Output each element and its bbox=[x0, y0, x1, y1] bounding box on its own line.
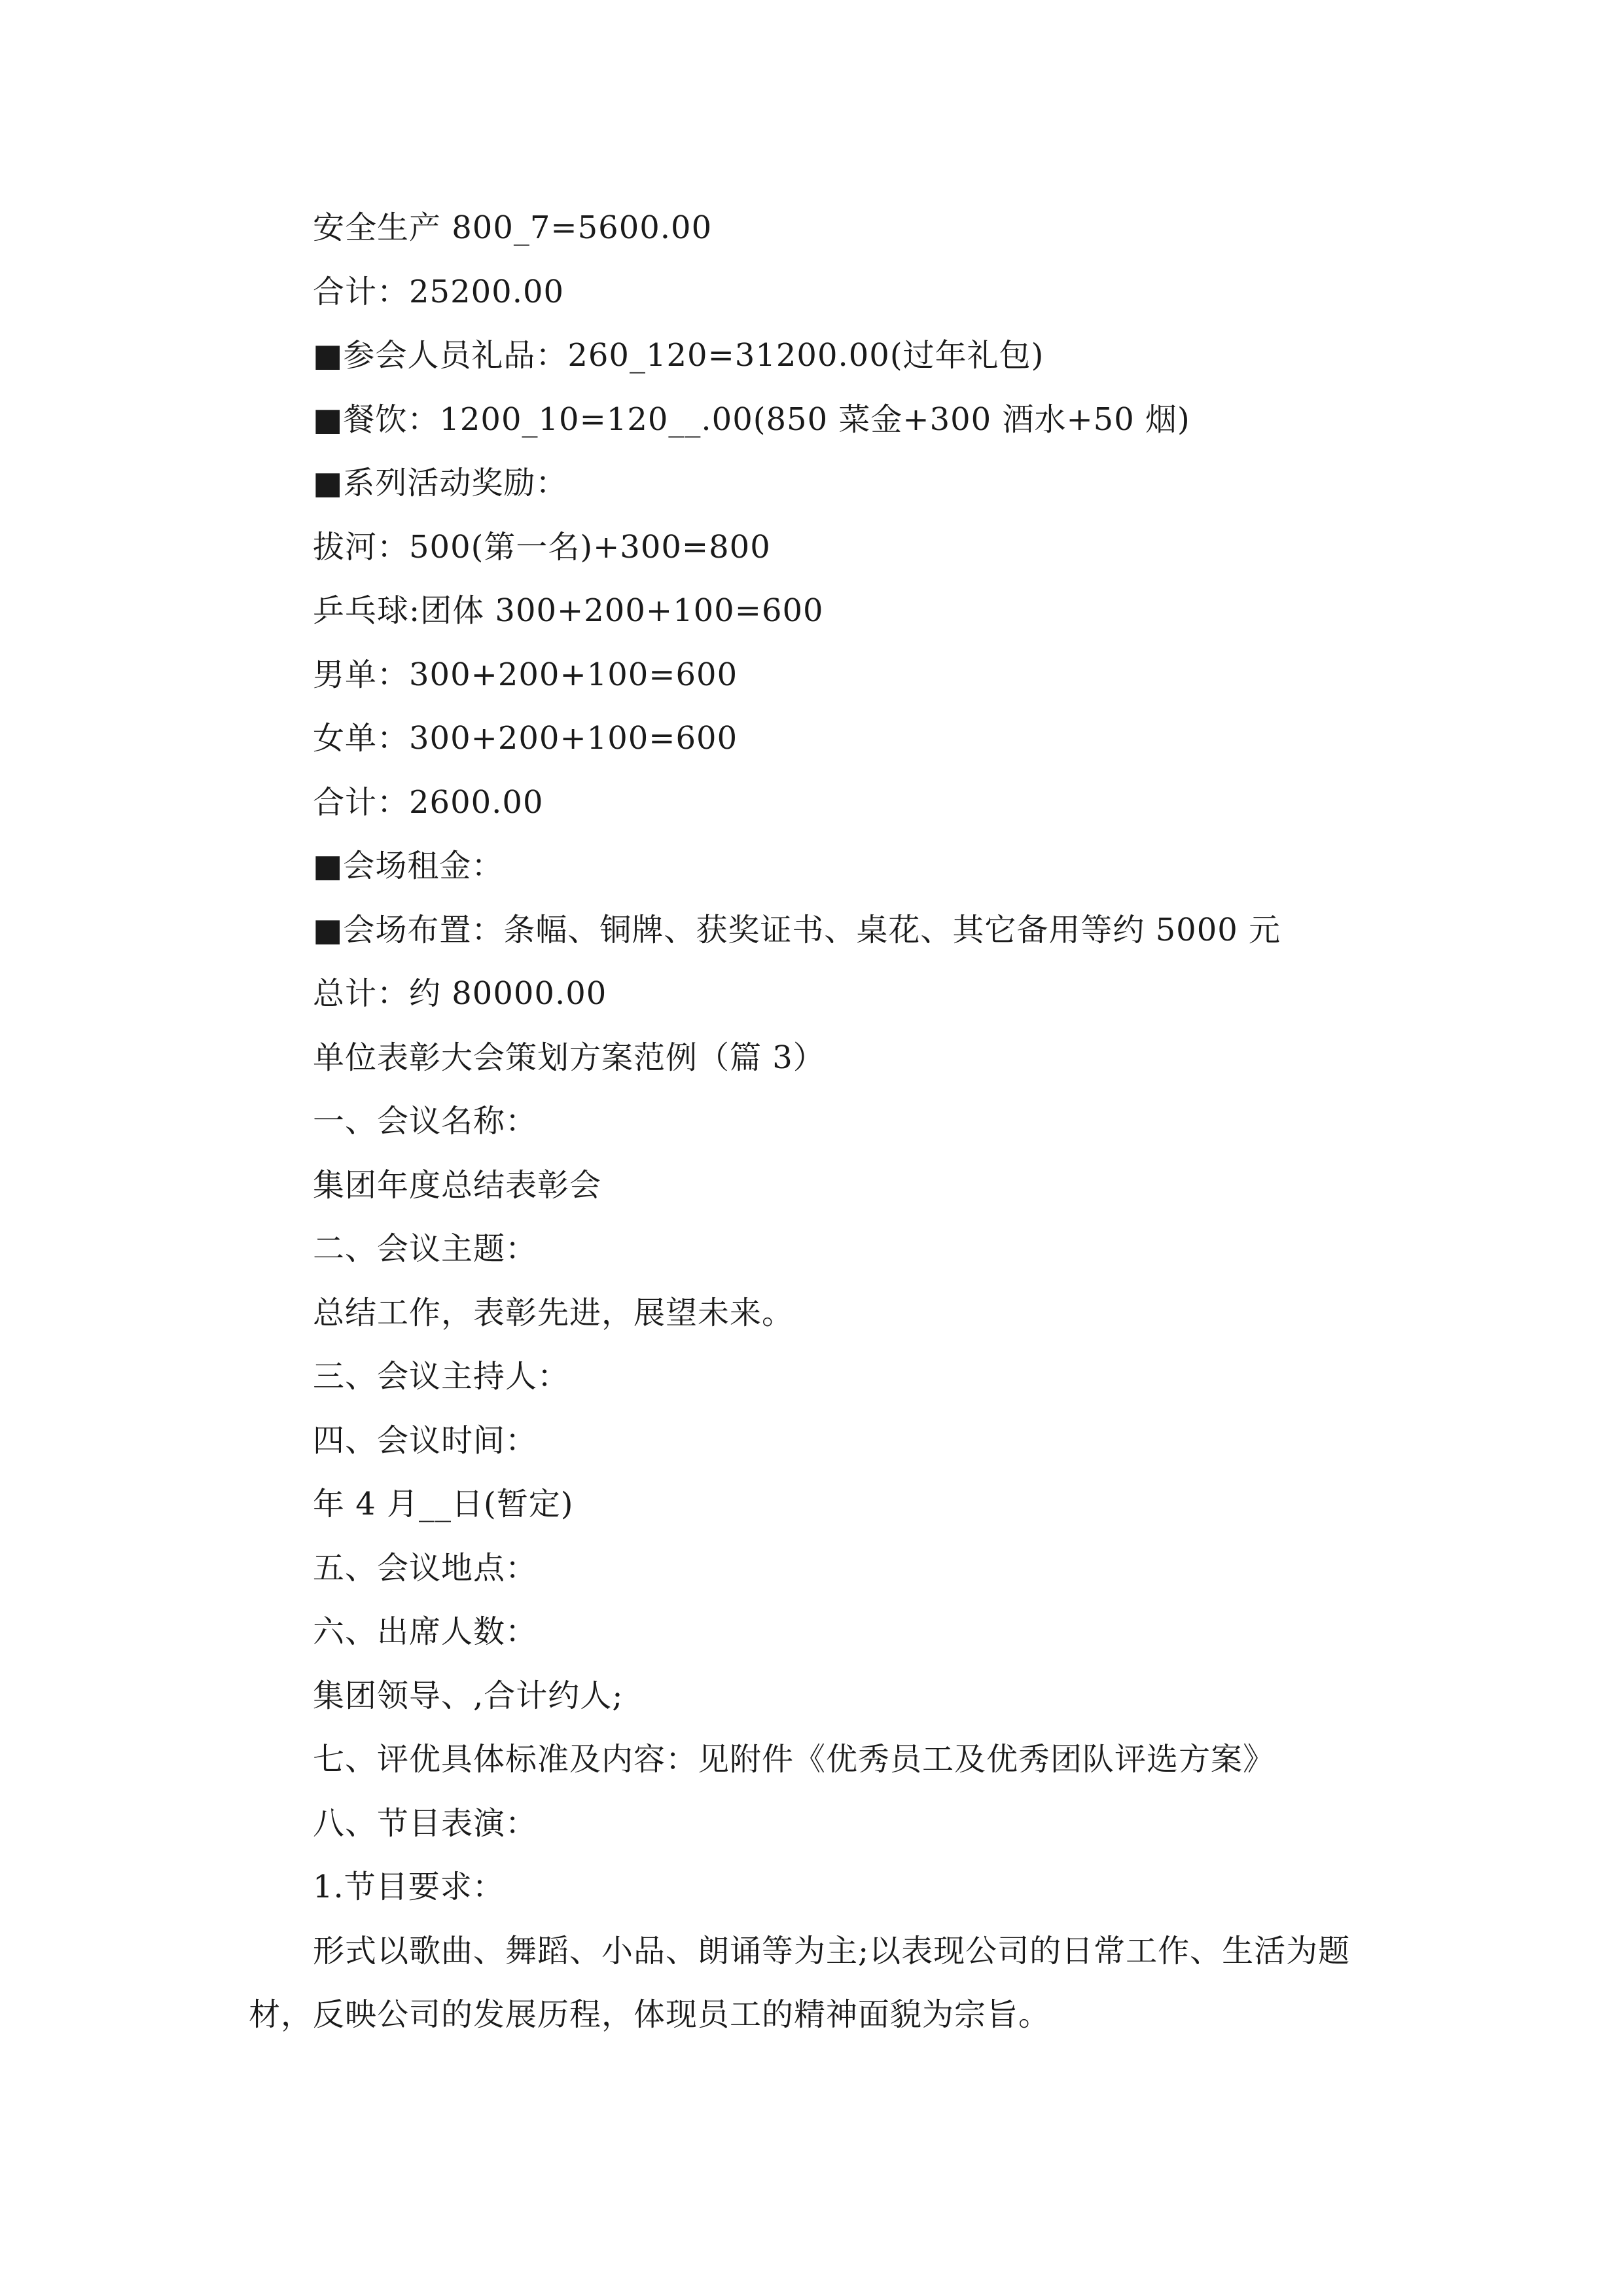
text-line: 男单：300+200+100=600 bbox=[313, 656, 738, 693]
text-line: ■参会人员礼品：260_120=31200.00(过年礼包) bbox=[313, 337, 1044, 374]
document-body bbox=[249, 196, 1387, 2047]
heading-meeting-theme: 二、会议主题： bbox=[313, 1230, 538, 1267]
text-line: 女单：300+200+100=600 bbox=[313, 720, 738, 757]
heading-meeting-place: 五、会议地点： bbox=[313, 1549, 538, 1587]
text-line: 乒乓球:团体 300+200+100=600 bbox=[313, 592, 824, 629]
text-line: ■会场租金： bbox=[313, 848, 504, 884]
text-line: 安全生产 800_7=5600.00 bbox=[313, 209, 713, 246]
text-line: 合计：25200.00 bbox=[313, 273, 565, 310]
text-line: 1.节目要求： bbox=[313, 1869, 505, 1905]
section-title: 单位表彰大会策划方案范例（篇 3） bbox=[313, 1039, 825, 1076]
text-line: ■会场布置：条幅、铜牌、获奖证书、桌花、其它备用等约 5000 元 bbox=[313, 911, 1281, 948]
text-line: 拔河：500(第一名)+300=800 bbox=[313, 528, 771, 565]
text-line: 集团领导、,合计约人; bbox=[313, 1677, 624, 1714]
heading-meeting-name: 一、会议名称： bbox=[313, 1103, 538, 1139]
heading-meeting-host: 三、会议主持人： bbox=[313, 1358, 570, 1395]
text-line: 年 4 月__日(暂定) bbox=[313, 1486, 574, 1522]
text-line: 集团年度总结表彰会 bbox=[313, 1166, 602, 1204]
text-line: ■餐饮：1200_10=120__.00(850 菜金+300 酒水+50 烟) bbox=[313, 401, 1190, 438]
heading-criteria: 七、评优具体标准及内容：见附件《优秀员工及优秀团队评选方案》 bbox=[313, 1741, 1275, 1778]
body-paragraph: 形式以歌曲、舞蹈、小品、朗诵等为主;以表现公司的日常工作、生活为题材，反映公司的发展历程，体现员工的精神面貌为宗旨。 bbox=[249, 1932, 1351, 2033]
text-line: ■系列活动奖励： bbox=[313, 465, 568, 501]
heading-attendees: 六、出席人数： bbox=[313, 1613, 538, 1650]
heading-performance: 八、节目表演： bbox=[313, 1804, 538, 1842]
text-line: 合计：2600.00 bbox=[313, 783, 544, 821]
text-line: 总计：约 80000.00 bbox=[313, 975, 607, 1012]
heading-meeting-time: 四、会议时间： bbox=[313, 1422, 538, 1459]
text-line: 总结工作，表彰先进，展望未来。 bbox=[313, 1294, 794, 1331]
